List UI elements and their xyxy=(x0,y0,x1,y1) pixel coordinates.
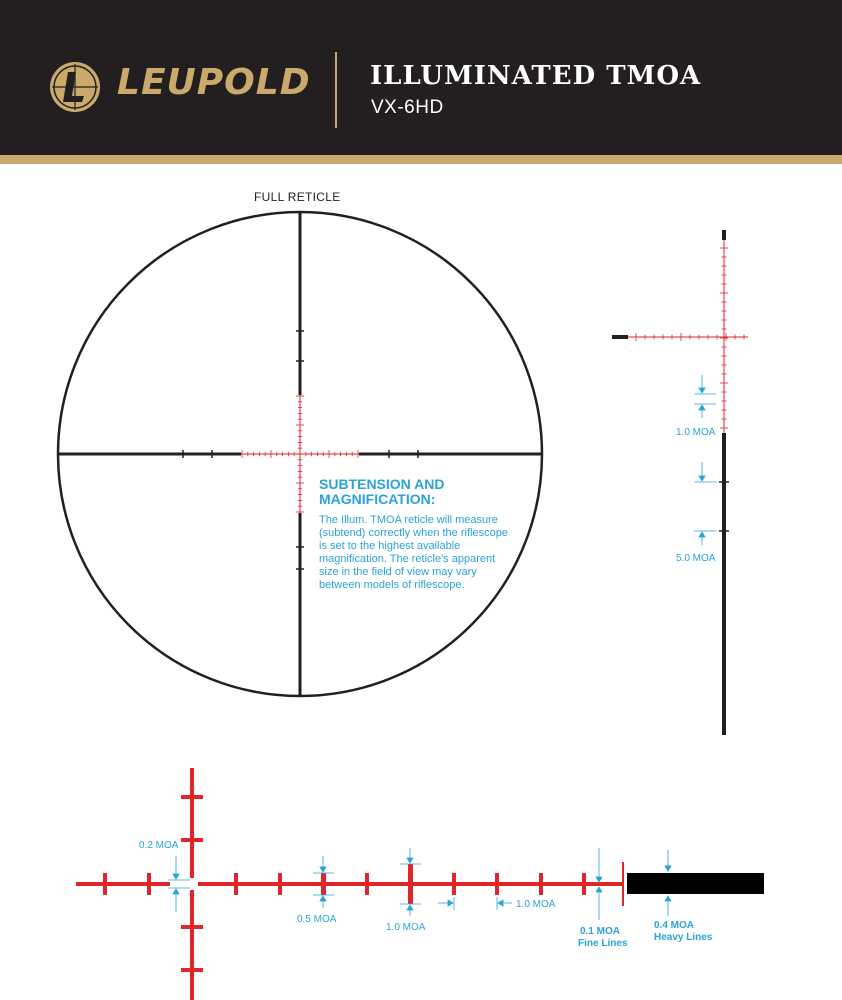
side-hashes xyxy=(636,248,744,428)
side-dimension-marks xyxy=(694,375,716,545)
bottom-detail xyxy=(76,768,764,1000)
subtension-heading-line2: MAGNIFICATION: xyxy=(319,491,436,507)
side-detail xyxy=(612,230,748,735)
brand-name: LEUPOLD xyxy=(117,62,311,103)
label-02-moa: 0.2 MOA xyxy=(139,840,179,851)
half-moa-tick xyxy=(321,873,326,895)
page-title: ILLUMINATED TMOA xyxy=(370,61,702,91)
full-reticle xyxy=(58,212,542,696)
one-moa-tick xyxy=(408,864,413,904)
page-subtitle: VX-6HD xyxy=(371,97,444,118)
side-label-1moa: 1.0 MOA xyxy=(676,427,716,438)
subtension-heading-line1: SUBTENSION AND xyxy=(319,476,445,492)
subtension-body: The Illum. TMOA reticle will measure (subtend) correctly when the riflescope is set to the highest available magnification. The reticle's apparent size in the field of view may vary between models of riflescope. xyxy=(319,514,508,591)
label-fine-lines-value: 0.1 MOA xyxy=(580,926,621,937)
label-heavy-lines-text: Heavy Lines xyxy=(654,932,713,943)
label-fine-lines-text: Fine Lines xyxy=(578,938,628,949)
heavy-line-bar xyxy=(627,873,764,894)
label-05-moa: 0.5 MOA xyxy=(297,914,337,925)
side-label-5moa: 5.0 MOA xyxy=(676,553,716,564)
full-reticle-label: FULL RETICLE xyxy=(254,190,341,204)
label-10-moa-spacing: 1.0 MOA xyxy=(516,899,556,910)
label-10-moa-vertical: 1.0 MOA xyxy=(386,922,426,933)
subtension-heading xyxy=(319,477,519,507)
label-heavy-lines-value: 0.4 MOA xyxy=(654,920,695,931)
